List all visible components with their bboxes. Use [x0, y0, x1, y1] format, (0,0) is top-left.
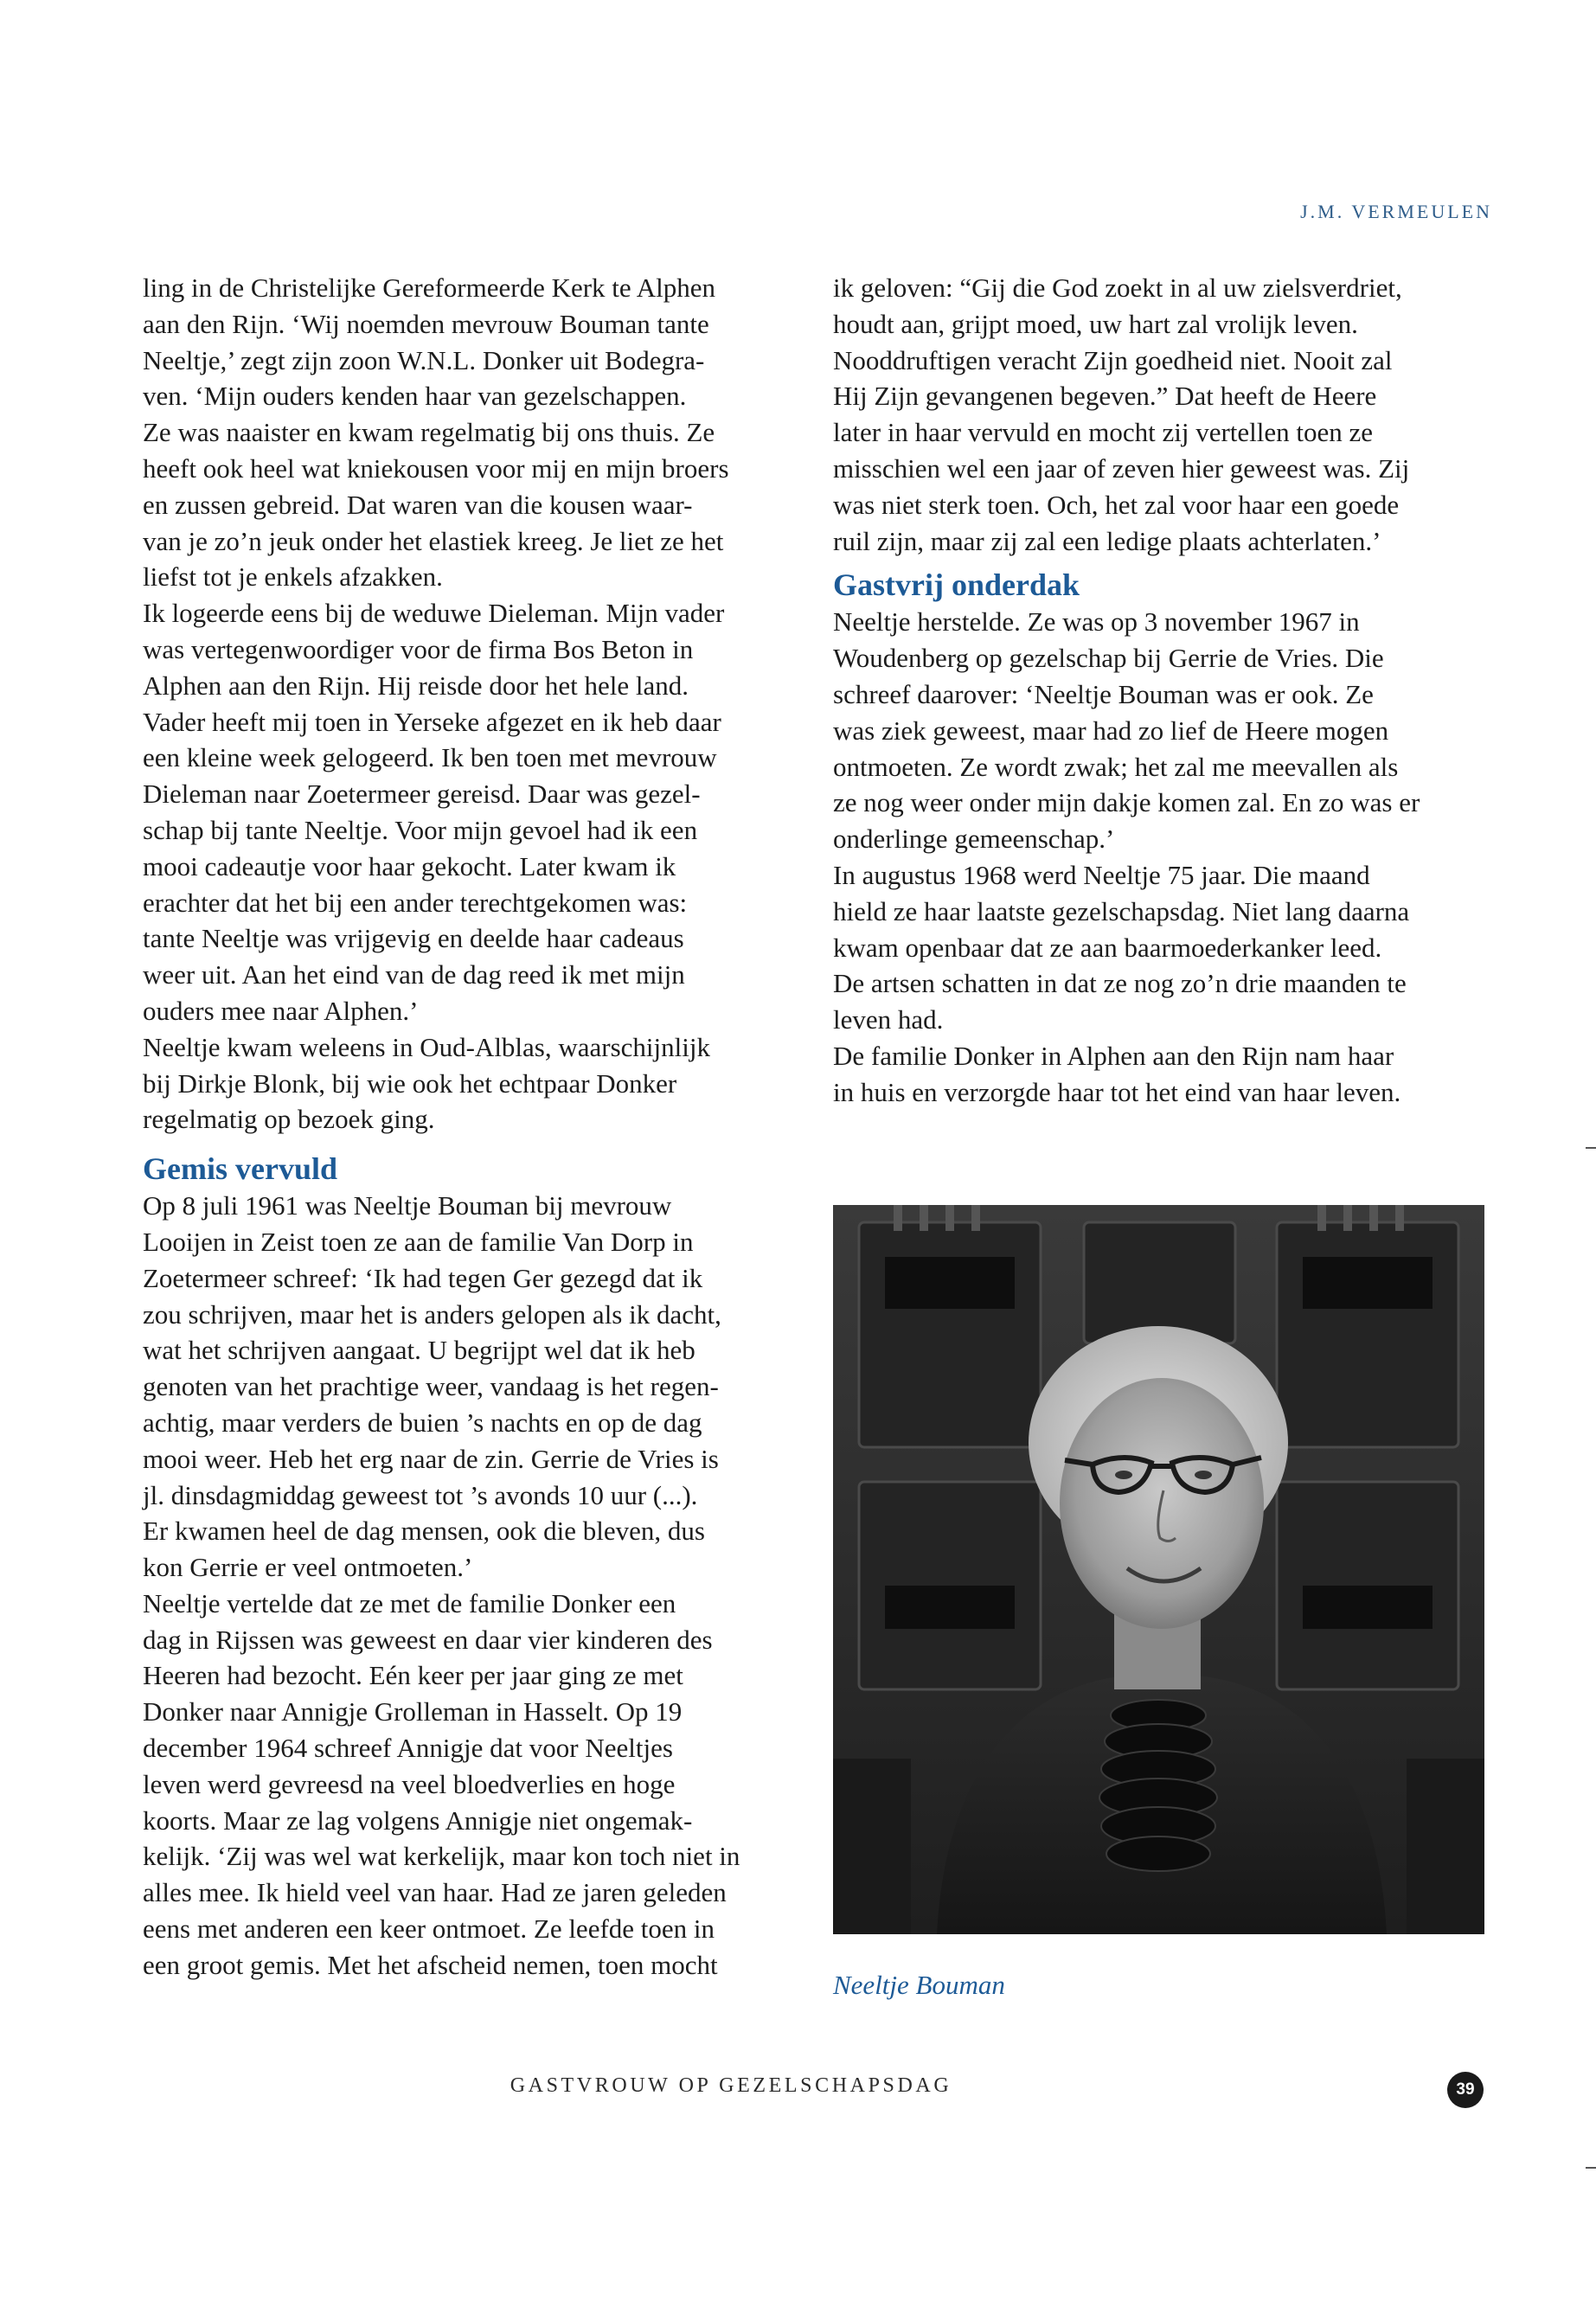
text-line: liefst tot je enkels afzakken.: [143, 561, 443, 593]
footer-title: GASTVROUW OP GEZELSCHAPSDAG: [510, 2074, 952, 2097]
text-line: kelijk. ‘Zij was wel wat kerkelijk, maar kon toch niet in: [143, 1841, 740, 1872]
text-line: kwam openbaar dat ze aan baarmoederkanker leed.: [833, 932, 1382, 963]
text-line: jl. dinsdagmiddag geweest tot ’s avonds 10 uur (...).: [143, 1479, 698, 1510]
text-line: kon Gerrie er veel ontmoeten.’: [143, 1552, 473, 1583]
text-line: december 1964 schreef Annigje dat voor Neeltjes: [143, 1733, 673, 1764]
text-line: achtig, maar verders de buien ’s nachts en op de dag: [143, 1407, 702, 1438]
text-line: ven. ‘Mijn ouders kenden haar van gezelschappen.: [143, 381, 687, 412]
text-line: Vader heeft mij toen in Yerseke afgezet en ik heb daar: [143, 706, 721, 737]
text-line: Zoetermeer schreef: ‘Ik had tegen Ger gezegd dat ik: [143, 1262, 703, 1293]
text-line: was vertegenwoordiger voor de firma Bos Beton in: [143, 633, 694, 664]
text-line: aan den Rijn. ‘Wij noemden mevrouw Bouman tante: [143, 308, 709, 339]
text-line: koorts. Maar ze lag volgens Annigje niet ongemak-: [143, 1804, 693, 1836]
text-line: alles mee. Ik hield veel van haar. Had ze jaren geleden: [143, 1877, 727, 1908]
text-line: onderlinge gemeenschap.’: [833, 824, 1115, 855]
text-line: en zussen gebreid. Dat waren van die kousen waar-: [143, 489, 693, 520]
section-heading-gastvrij-onderdak: Gastvrij onderdak: [833, 567, 1080, 603]
text-line: Hij Zijn gevangenen begeven.” Dat heeft de Heere: [833, 381, 1377, 412]
text-line: was ziek geweest, maar had zo lief de Heere mogen: [833, 715, 1389, 746]
crop-mark: [1586, 1147, 1596, 1149]
photo-caption: Neeltje Bouman: [833, 1970, 1005, 2000]
text-line: Dieleman naar Zoetermeer gereisd. Daar was gezel-: [143, 779, 701, 810]
text-line: mooi cadeautje voor haar gekocht. Later kwam ik: [143, 850, 676, 881]
text-line: heeft ook heel wat kniekousen voor mij en mijn broers: [143, 452, 729, 484]
text-line: wat het schrijven aangaat. U begrijpt wel dat ik heb: [143, 1335, 695, 1366]
right-paragraph-block-2: [833, 604, 1484, 1110]
text-line: erachter dat het bij een ander terechtgekomen was:: [143, 887, 688, 918]
crop-mark: [1586, 2167, 1596, 2169]
portrait-illustration: [833, 1205, 1484, 1934]
portrait-photo: [833, 1205, 1484, 1934]
text-line: weer uit. Aan het eind van de dag reed ik met mijn: [143, 959, 685, 990]
text-line: Op 8 juli 1961 was Neeltje Bouman bij mevrouw: [143, 1190, 672, 1221]
text-line: genoten van het prachtige weer, vandaag is het regen-: [143, 1371, 719, 1402]
text-line: eens met anderen een keer ontmoet. Ze leefde toen in: [143, 1913, 715, 1945]
text-line: later in haar vervuld en mocht zij vertellen toen ze: [833, 417, 1374, 448]
text-line: Ik logeerde eens bij de weduwe Dieleman. Mijn vader: [143, 598, 725, 629]
left-paragraph-block-2: [143, 1188, 797, 1984]
text-line: houdt aan, grijpt moed, uw hart zal vrolijk leven.: [833, 308, 1358, 339]
text-line: was niet sterk toen. Och, het zal voor haar een goede: [833, 489, 1400, 520]
text-line: ik geloven: “Gij die God zoekt in al uw zielsverdriet,: [833, 272, 1402, 303]
text-line: Donker naar Annigje Grolleman in Hasselt. Op 19: [143, 1696, 683, 1727]
text-line: dag in Rijssen was geweest en daar vier kinderen des: [143, 1624, 713, 1655]
text-line: zou schrijven, maar het is anders gelopen als ik dacht,: [143, 1298, 721, 1330]
text-line: De familie Donker in Alphen aan den Rijn nam haar: [833, 1040, 1394, 1071]
text-line: een groot gemis. Met het afscheid nemen, toen mocht: [143, 1949, 718, 1980]
text-line: Heeren had bezocht. Eén keer per jaar ging ze met: [143, 1660, 683, 1691]
text-line: ontmoeten. Ze wordt zwak; het zal me meevallen als: [833, 751, 1399, 782]
text-line: ze nog weer onder mijn dakje komen zal. En zo was er: [833, 787, 1420, 818]
text-line: Woudenberg op gezelschap bij Gerrie de Vries. Die: [833, 643, 1384, 674]
text-line: De artsen schatten in dat ze nog zo’n drie maanden te: [833, 968, 1407, 999]
left-column: [143, 270, 797, 1984]
text-line: In augustus 1968 werd Neeltje 75 jaar. Die maand: [833, 859, 1370, 890]
right-column: [833, 270, 1484, 1111]
text-line: in huis en verzorgde haar tot het eind van haar leven.: [833, 1076, 1401, 1107]
text-line: Ze was naaister en kwam regelmatig bij ons thuis. Ze: [143, 417, 715, 448]
text-line: van je zo’n jeuk onder het elastiek kreeg. Je liet ze het: [143, 525, 724, 556]
text-line: Nooddruftigen veracht Zijn goedheid niet. Nooit zal: [833, 344, 1393, 375]
text-line: Er kwamen heel de dag mensen, ook die bleven, dus: [143, 1516, 705, 1547]
text-line: ling in de Christelijke Gereformeerde Kerk te Alphen: [143, 272, 715, 303]
text-line: Neeltje vertelde dat ze met de familie Donker een: [143, 1587, 676, 1618]
section-heading-gemis-vervuld: Gemis vervuld: [143, 1151, 337, 1187]
text-line: schreef daarover: ‘Neeltje Bouman was er ook. Ze: [833, 678, 1374, 709]
text-line: Looijen in Zeist toen ze aan de familie Van Dorp in: [143, 1226, 694, 1257]
text-line: een kleine week gelogeerd. Ik ben toen met mevrouw: [143, 742, 717, 773]
text-line: Neeltje,’ zegt zijn zoon W.N.L. Donker uit Bodegra-: [143, 344, 705, 375]
text-line: tante Neeltje was vrijgevig en deelde haar cadeaus: [143, 923, 684, 954]
text-line: leven had.: [833, 1004, 944, 1035]
running-head: J.M. VERMEULEN: [1300, 201, 1492, 222]
text-line: Neeltje herstelde. Ze was op 3 november 1967 in: [833, 606, 1360, 638]
text-line: ouders mee naar Alphen.’: [143, 995, 419, 1026]
left-paragraph-block-1: [143, 270, 797, 1138]
right-paragraph-block-1: [833, 270, 1484, 559]
text-line: leven werd gevreesd na veel bloedverlies en hoge: [143, 1768, 676, 1799]
text-line: ruil zijn, maar zij zal een ledige plaats achterlaten.’: [833, 525, 1381, 556]
text-line: misschien wel een jaar of zeven hier geweest was. Zij: [833, 452, 1410, 484]
text-line: bij Dirkje Blonk, bij wie ook het echtpaar Donker: [143, 1067, 677, 1099]
text-line: Alphen aan den Rijn. Hij reisde door het hele land.: [143, 670, 689, 701]
text-line: hield ze haar laatste gezelschapsdag. Niet lang daarna: [833, 895, 1410, 926]
text-line: schap bij tante Neeltje. Voor mijn gevoel had ik een: [143, 814, 698, 845]
page-number-badge: 39: [1447, 2072, 1484, 2108]
text-line: mooi weer. Heb het erg naar de zin. Gerrie de Vries is: [143, 1443, 719, 1474]
text-line: Neeltje kwam weleens in Oud-Alblas, waarschijnlijk: [143, 1031, 710, 1062]
text-line: regelmatig op bezoek ging.: [143, 1104, 435, 1135]
